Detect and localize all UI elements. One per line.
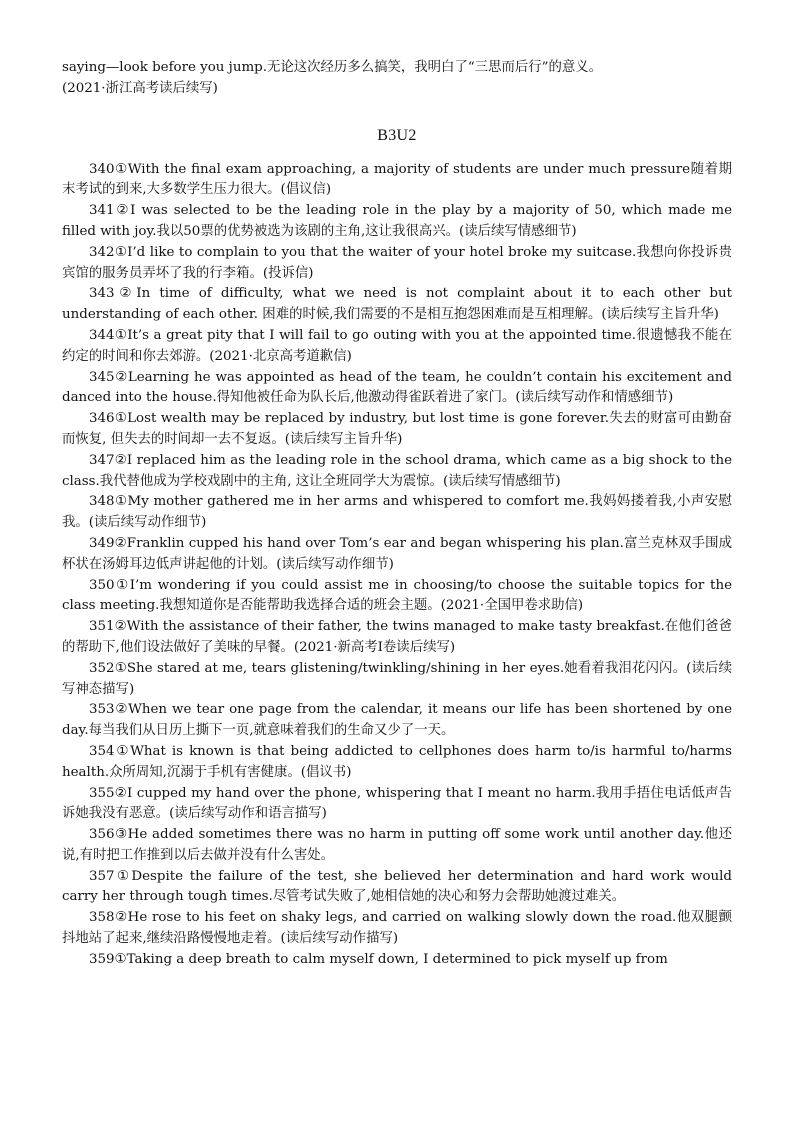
sentence-entry-341: 341②I was selected to be the leading role in the play by a majority of 50, which made me filled with joy.我以50票的优势被选为该剧的主角,这让我很高兴。(读后续写情感细节) xyxy=(62,203,732,239)
intro-block xyxy=(62,58,732,100)
sentence-entry-348: 348①My mother gathered me in her arms and whispered to comfort me.我妈妈搂着我,小声安慰我。(读后续写动作细节) xyxy=(62,494,732,531)
intro-line-2: (2021·浙江高考读后续写) xyxy=(62,80,218,96)
sentence-list xyxy=(62,160,732,971)
intro-line-1: saying—look before you jump.无论这次经历多么搞笑，我明白了“三思而后行”的意义。 xyxy=(62,60,603,75)
section-title: B3U2 xyxy=(377,126,417,144)
sentence-entry-349: 349②Franklin cupped his hand over Tom’s ear and began whispering his plan.富兰克林双手围成杯状在汤姆耳边低声讲起他的计划。(读后续写动作细节) xyxy=(62,535,732,572)
sentence-entry-342: 342①I’d like to complain to you that the waiter of your hotel broke my suitcase.我想向你投诉贵宾馆的服务员弄坏了我的行李箱。(投诉信) xyxy=(62,244,732,281)
sentence-entry-355: 355②I cupped my hand over the phone, whispering that I meant no harm.我用手捂住电话低声告诉她我没有恶意。(读后续写动作和语言描写) xyxy=(62,785,732,822)
sentence-entry-344: 344①It’s a great pity that I will fail to go outing with you at the appointed time.很遗憾我不能在约定的时间和你去郊游。(2021·北京高考道歉信) xyxy=(62,327,732,364)
sentence-entry-347: 347②I replaced him as the leading role in the school drama, which came as a big shock to the class.我代替他成为学校戏剧中的主角, 这让全班同学大为震惊。(读后续写情感细节) xyxy=(62,452,732,489)
sentence-entry-353: 353②When we tear one page from the calendar, it means our life has been shortened by one day.每当我们从日历上撕下一页,就意味着我们的生命又少了一天。 xyxy=(62,702,732,739)
sentence-entry-340: 340①With the final exam approaching, a majority of students are under much pressure随着期末考试的到来,大多数学生压力很大。(倡议信) xyxy=(62,161,732,198)
sentence-entry-357: 357①Despite the failure of the test, she believed her determination and hard work would carry her through tough times.尽管考试失败了,她相信她的决心和努力会帮助她渡过难关。 xyxy=(62,868,732,905)
sentence-entry-343: 343②In time of difficulty, what we need is not complaint about it to each other but understanding of each other. 困难的时候,我们需要的不是相互抱怨困难而是互相理解。(读后续写主旨升华) xyxy=(62,286,732,323)
sentence-entry-345: 345②Learning he was appointed as head of the team, he couldn’t contain his excitement and danced into the house.得知他被任命为队长后,他激动得雀跃着进了家门。(读后续写动作和情感细节) xyxy=(62,369,732,406)
sentence-entry-358: 358②He rose to his feet on shaky legs, and carried on walking slowly down the road.他双腿颤抖地站了起来,继续沿路慢慢地走着。(读后续写动作描写) xyxy=(62,910,732,947)
sentence-entry-346: 346①Lost wealth may be replaced by industry, but lost time is gone forever.失去的财富可由勤奋而恢复, 但失去的时间却一去不复返。(读后续写主旨升华) xyxy=(62,411,732,447)
sentence-entry-356: 356③He added sometimes there was no harm in putting off some work until another day.他还说,有时把工作推到以后去做并没有什么害处。 xyxy=(62,827,732,863)
sentence-entry-351: 351②With the assistance of their father, the twins managed to make tasty breakfast.在他们爸爸的帮助下,他们设法做好了美味的早餐。(2021·新高考Ⅰ卷读后续写) xyxy=(62,619,732,655)
sentence-entry-354: 354①What is known is that being addicted to cellphones does harm to/is harmful to/harms health.众所周知,沉溺于手机有害健康。(倡议书) xyxy=(62,743,732,780)
sentence-entry-350: 350①I’m wondering if you could assist me in choosing/to choose the suitable topics for the class meeting.我想知道你是否能帮助我选择合适的班会主题。(2021·全国甲卷求助信) xyxy=(62,577,732,614)
sentence-entry-352: 352①She stared at me, tears glistening/twinkling/shining in her eyes.她看着我泪花闪闪。(读后续写神态描写) xyxy=(62,660,732,697)
sentence-entry-359: 359①Taking a deep breath to calm myself down, I determined to pick myself up from xyxy=(89,951,668,967)
